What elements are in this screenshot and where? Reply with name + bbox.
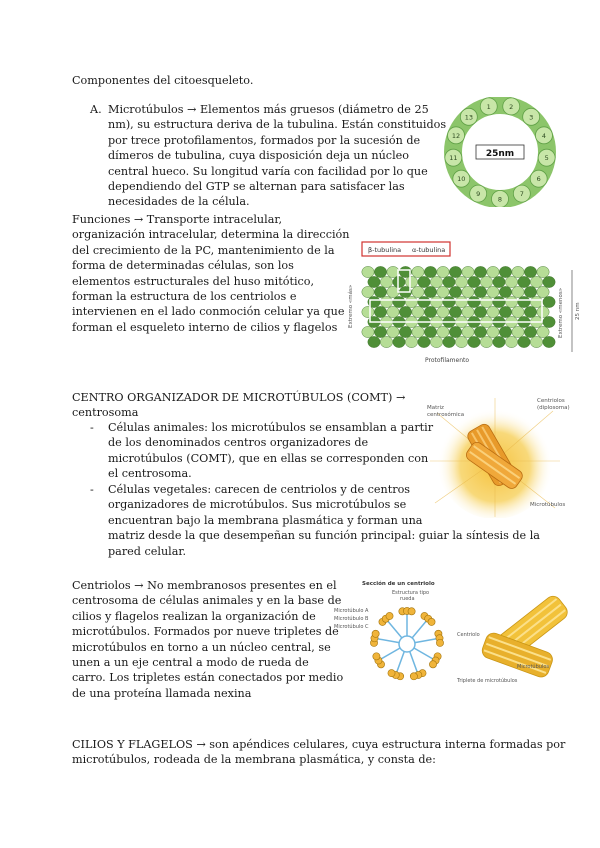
tubulin-bead [437, 306, 449, 317]
list-marker-a: A. [90, 103, 102, 116]
bullet-dash: - [90, 421, 94, 434]
subunit-number: 1 [486, 102, 491, 111]
bullet-celulas-animales [108, 420, 433, 482]
centriole-figure [332, 576, 587, 686]
tubulin-bead [518, 336, 530, 347]
page-heading: Componentes del citoesqueleto. [72, 74, 254, 87]
text-line: microtúbulos (COMT), que en ellas se corresponden con [108, 451, 429, 465]
tubulin-bead [543, 276, 555, 287]
spoke [388, 621, 402, 638]
text-line: dímeros de tubulina, cuya disposición deja un núcleo [108, 149, 410, 163]
text-line: forman el esqueleto interno de cilios y flagelos [72, 320, 338, 334]
triplet-microtubule [408, 608, 415, 615]
triplet-microtubule [388, 670, 395, 677]
tubulin-bead [393, 296, 405, 307]
tubulin-bead [405, 296, 417, 307]
matriz-label-2: centrosómica [427, 412, 465, 418]
subunit-number: 7 [519, 190, 524, 199]
microtubule-a-label: Microtúbulo A [334, 608, 369, 614]
tubulin-bead [412, 286, 424, 297]
diameter-label: 25nm [485, 149, 515, 159]
centriolos-paragraph [72, 578, 343, 701]
tubulin-bead [530, 276, 542, 287]
subunit-number: 12 [451, 131, 461, 140]
triplet-microtubule [372, 630, 379, 637]
tubulin-bead [443, 336, 455, 347]
tubulin-bead [524, 306, 536, 317]
text-line: CILIOS Y FLAGELOS → son apéndices celulares, cuya estructura interna formadas por [72, 738, 566, 751]
tubulin-bead [380, 296, 392, 307]
tubulin-bead [487, 326, 499, 337]
tubulin-bead [537, 266, 549, 277]
tubulin-bead [462, 266, 474, 277]
tubulin-bead [499, 286, 511, 297]
subunit-number: 13 [464, 113, 473, 122]
subunit-number: 8 [497, 195, 503, 204]
tubulin-bead [543, 296, 555, 307]
tubulin-bead [537, 286, 549, 297]
tubulin-bead [405, 276, 417, 287]
centriolo-label: Centriolo [457, 632, 480, 638]
protofilament-label: Protofilamento [425, 357, 470, 364]
size-label: 25 nm [575, 302, 581, 320]
tubulin-bead [449, 266, 461, 277]
right-microtubulos-label: Microtúbulos [517, 664, 549, 670]
text-line: organización intracelular, determina la dirección [72, 228, 350, 242]
matriz-label: Matriz [427, 405, 444, 411]
tubulin-bead [487, 266, 499, 277]
tubulin-bead [443, 296, 455, 307]
tubulin-bead [537, 306, 549, 317]
microtubule-b-label: Microtúbulo B [334, 616, 369, 622]
tubulin-bead [418, 276, 430, 287]
tubulin-bead [462, 286, 474, 297]
beta-tubulin-label: β-tubulina [368, 246, 402, 254]
tubulin-bead [374, 266, 386, 277]
tubulin-bead [524, 326, 536, 337]
text-line: pared celular. [108, 544, 187, 558]
tubulin-bead [480, 336, 492, 347]
tubulin-bead [512, 266, 524, 277]
tubulin-bead [505, 336, 517, 347]
tubulin-bead [387, 326, 399, 337]
tubulin-bead [530, 336, 542, 347]
tubulin-bead [518, 296, 530, 307]
microtubulos-label: Microtúbulos [530, 502, 566, 508]
text-line: microtúbulos. Formados por nueve tripletes de [72, 625, 339, 639]
tubulin-bead [405, 336, 417, 347]
tubulin-bead [537, 326, 549, 337]
text-line: cilios y flagelos realizan la organización de [72, 609, 316, 623]
spoke [381, 648, 400, 659]
comt-title [72, 390, 405, 421]
tubulin-bead [424, 306, 436, 317]
tubulin-bead [418, 296, 430, 307]
tubulin-bead [437, 266, 449, 277]
text-line: el centrosoma. [108, 467, 192, 481]
tubulin-bead [399, 306, 411, 317]
tubulin-bead [455, 336, 467, 347]
tubulin-bead [455, 296, 467, 307]
triplet-microtubule [373, 653, 380, 660]
tubulin-bead [499, 266, 511, 277]
tubulin-bead [505, 276, 517, 287]
tubulin-bead [424, 326, 436, 337]
tubulin-bead [480, 276, 492, 287]
centrosome-figure [425, 393, 575, 518]
tubulin-bead [512, 286, 524, 297]
spoke [414, 648, 433, 659]
triplet-microtubule [386, 612, 393, 619]
funciones-paragraph [72, 212, 349, 335]
text-line: forma de determinadas células, son los [72, 259, 294, 273]
tubulin-bead [374, 306, 386, 317]
text-line: Funciones → Transporte intracelular, [72, 213, 283, 226]
text-line: CENTRO ORGANIZADOR DE MICROTÚBULOS (COMT) → [72, 391, 406, 404]
spoke [397, 652, 405, 673]
text-line: Células animales: los microtúbulos se ensamblan a partir [108, 421, 434, 434]
text-line: carro. Los tripletes están conectados por medio [72, 671, 344, 685]
tubulin-bead [524, 286, 536, 297]
tubulin-bead [480, 296, 492, 307]
alpha-tubulin-label: α-tubulina [412, 246, 446, 254]
tubulin-bead [449, 326, 461, 337]
text-line: intervienen en el lado conmoción celular ya que [72, 305, 345, 319]
tubulin-bead [455, 276, 467, 287]
tubulin-bead [380, 336, 392, 347]
spoke-label-2: rueda [400, 596, 415, 602]
tubulin-bead [512, 306, 524, 317]
subunit-number: 9 [476, 190, 481, 199]
microtubulos-paragraph [108, 102, 446, 210]
spoke-label: Estructura tipo [392, 590, 430, 596]
tubulin-bead [493, 276, 505, 287]
tubulin-bead [437, 286, 449, 297]
tubulin-bead [474, 326, 486, 337]
spoke [412, 621, 426, 638]
subunit-number: 5 [544, 154, 549, 163]
tubulin-bead [543, 336, 555, 347]
microtubule-c-label: Microtúbulo C [334, 624, 369, 630]
tubulin-bead [499, 306, 511, 317]
tubulin-bead [468, 276, 480, 287]
tubulin-bead [362, 306, 374, 317]
tubulin-bead [430, 336, 442, 347]
tubulin-bead [362, 286, 374, 297]
centriolos-label-2: (diplosoma) [537, 405, 570, 411]
tubulin-bead [362, 266, 374, 277]
tubulin-bead [368, 276, 380, 287]
tubulin-bead [430, 276, 442, 287]
tubulin-bead [505, 296, 517, 307]
text-line: Microtúbulos → Elementos más gruesos (diámetro de 25 [108, 103, 429, 116]
tubulin-bead [443, 276, 455, 287]
tubulin-bead [393, 276, 405, 287]
tubulin-bead [493, 296, 505, 307]
text-line: Centriolos → No membranosos presentes en el [72, 579, 337, 592]
tubulin-bead [462, 326, 474, 337]
plus-end-label: Extremo «más» [348, 284, 354, 328]
section-title: Sección de un centriolo [362, 581, 435, 587]
tubulin-bead [468, 336, 480, 347]
tubulin-bead [493, 336, 505, 347]
text-line: encuentran bajo la membrana plasmática y forman una [108, 513, 423, 527]
tubulin-bead [412, 306, 424, 317]
protofilament-figure [340, 240, 585, 365]
tubulin-bead [424, 286, 436, 297]
tubulin-bead [380, 276, 392, 287]
tubulin-bead [468, 296, 480, 307]
text-line: nm), su estructura deriva de la tubulina. Están constituidos [108, 118, 447, 132]
minus-end-label: Extremo «menos» [558, 287, 564, 338]
spoke [377, 639, 399, 643]
text-line: microtúbulos en torno a un núcleo central, se [72, 640, 331, 654]
tubulin-bead [399, 326, 411, 337]
text-line: del crecimiento de la PC, mantenimiento de la [72, 243, 335, 257]
tubulin-bead [393, 336, 405, 347]
tubulin-bead [437, 326, 449, 337]
cilios-paragraph [72, 737, 565, 768]
tubulin-bead [424, 266, 436, 277]
tubulin-bead [487, 306, 499, 317]
tubulin-bead [418, 336, 430, 347]
text-line: necesidades de la célula. [108, 195, 250, 209]
spoke [415, 639, 437, 643]
text-line: dependiendo del GTP se alternan para satisfacer las [108, 180, 405, 194]
tubulin-bead [530, 296, 542, 307]
text-line: Células vegetales: carecen de centriolos y de centros [108, 483, 411, 496]
triplet-microtubule [428, 618, 435, 625]
subunit-number: 10 [457, 175, 466, 184]
bullet-dash: - [90, 483, 94, 496]
tubulin-bead [374, 286, 386, 297]
subunit-number: 11 [449, 154, 458, 163]
tubulin-bead [474, 306, 486, 317]
centriolos-label: Centriolos [537, 398, 565, 404]
text-line: centrosoma de células animales y en la base de [72, 594, 342, 608]
subunit-number: 3 [529, 113, 534, 122]
subunit-number: 6 [536, 175, 541, 184]
tubulin-bead [449, 286, 461, 297]
text-line: organizadores de microtúbulos. Sus microtúbulos se [108, 498, 407, 512]
central-hub [399, 636, 415, 652]
text-line: de los denominados centros organizadores de [108, 436, 369, 450]
text-line: centrosoma [72, 406, 139, 420]
triplet-microtubule [429, 661, 436, 668]
tubulin-bead [430, 296, 442, 307]
subunit-number: 2 [509, 102, 514, 111]
text-line: unen a un eje central a modo de rueda de [72, 656, 309, 670]
tubulin-bead [412, 266, 424, 277]
tubulin-bead [387, 306, 399, 317]
microtubule-cross-section-figure [440, 97, 560, 207]
tubulin-bead [499, 326, 511, 337]
tubulin-bead [374, 326, 386, 337]
tubulin-bead [543, 316, 555, 327]
tubulin-bead [368, 336, 380, 347]
text-line: matriz desde la que desempeñan su función principal: guiar la síntesis de la [108, 529, 540, 543]
tubulin-bead [449, 306, 461, 317]
tubulin-bead [512, 326, 524, 337]
subunit-number: 4 [541, 131, 547, 140]
text-line: microtúbulos, rodeada de la membrana plasmática, y consta de: [72, 753, 436, 767]
tubulin-bead [474, 266, 486, 277]
text-line: central hueco. Su longitud varía con facilidad por lo que [108, 164, 428, 178]
text-line: elementos estructurales del huso mitótico, [72, 274, 315, 288]
triplet-microtubule [410, 673, 417, 680]
text-line: de una proteína llamada nexina [72, 686, 252, 700]
tubulin-bead [412, 326, 424, 337]
tubulin-bead [524, 266, 536, 277]
text-line: forman la estructura de los centriolos e [72, 290, 297, 304]
spoke [410, 652, 418, 673]
tubulin-bead [487, 286, 499, 297]
triplet-microtubule [436, 639, 443, 646]
tubulin-bead [462, 306, 474, 317]
tubulin-bead [518, 276, 530, 287]
tubulin-bead [362, 326, 374, 337]
tubulin-bead [474, 286, 486, 297]
triplete-label: Triplete de microtúbulos [457, 678, 518, 684]
text-line: por trece protofilamentos, formados por la sucesión de [108, 133, 421, 147]
